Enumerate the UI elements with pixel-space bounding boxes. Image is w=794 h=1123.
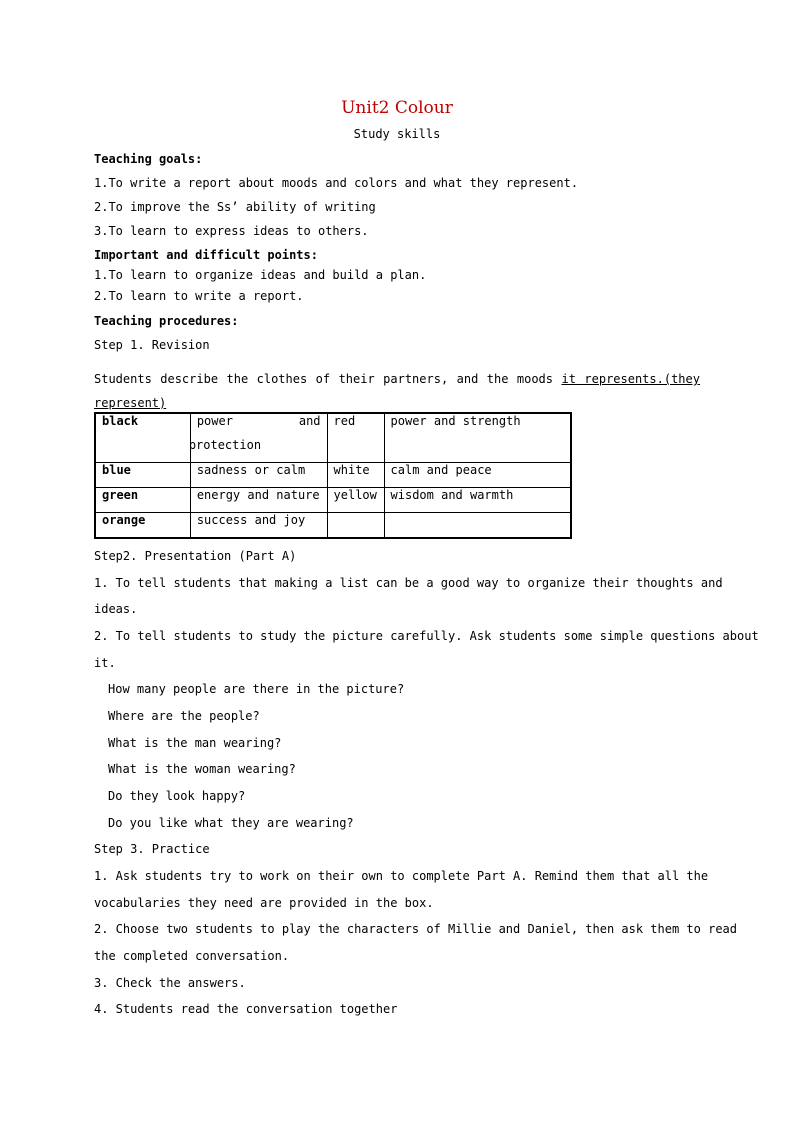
- points-heading: Important and difficult points:: [94, 248, 318, 262]
- table-cell: sadness or calm: [190, 463, 327, 488]
- table-cell: green: [95, 488, 190, 513]
- cell-text: and: [298, 414, 321, 428]
- table-cell: [384, 513, 571, 539]
- revision-underline: it represents.(they: [561, 372, 700, 386]
- goal-item: 3.To learn to express ideas to others.: [94, 224, 369, 238]
- table-cell: white: [327, 463, 384, 488]
- table-cell: yellow: [327, 488, 384, 513]
- question-item: What is the woman wearing?: [108, 762, 296, 776]
- table-cell: black: [95, 413, 190, 463]
- cell-text: power: [196, 414, 233, 428]
- procedures-heading: Teaching procedures:: [94, 314, 239, 328]
- step3-item: 1. Ask students try to work on their own to complete Part A. Remind them that all the: [94, 869, 709, 883]
- step1-heading: Step 1. Revision: [94, 338, 210, 352]
- step2-heading: Step2. Presentation (Part A): [94, 549, 297, 563]
- table-cell: [190, 413, 327, 463]
- step2-item: ideas.: [94, 602, 138, 616]
- table-cell: power and strength: [384, 413, 571, 463]
- step3-heading: Step 3. Practice: [94, 842, 210, 856]
- table-cell: success and joy: [190, 513, 327, 539]
- point-item: 1.To learn to organize ideas and build a plan.: [94, 268, 427, 282]
- table-row: [95, 413, 571, 463]
- step3-item: 3. Check the answers.: [94, 976, 246, 990]
- table-cell: orange: [95, 513, 190, 539]
- table-row: [95, 463, 571, 488]
- question-item: How many people are there in the picture?: [108, 682, 405, 696]
- question-item: Do you like what they are wearing?: [108, 816, 354, 830]
- table-row: [95, 488, 571, 513]
- revision-underline: represent): [94, 396, 167, 410]
- table-cell: [327, 513, 384, 539]
- table-cell: blue: [95, 463, 190, 488]
- table-cell: calm and peace: [384, 463, 571, 488]
- step3-item: 2. Choose two students to play the characters of Millie and Daniel, then ask them to read: [94, 922, 737, 936]
- question-item: Where are the people?: [108, 709, 260, 723]
- table-row: [95, 513, 571, 539]
- step2-item: 2. To tell students to study the picture carefully. Ask students some simple questions about: [94, 629, 759, 643]
- cell-text: protection: [188, 438, 262, 452]
- step2-item: it.: [94, 656, 116, 670]
- table-cell: wisdom and warmth: [384, 488, 571, 513]
- step3-item: vocabularies they need are provided in the box.: [94, 896, 434, 910]
- goal-item: 1.To write a report about moods and colors and what they represent.: [94, 176, 579, 190]
- page-subtitle: Study skills: [353, 127, 441, 141]
- mood-color-table: [94, 412, 572, 539]
- table-cell: red: [327, 413, 384, 463]
- question-item: Do they look happy?: [108, 789, 246, 803]
- revision-paragraph: [94, 372, 700, 410]
- page-title: Unit2 Colour: [341, 98, 453, 118]
- goals-heading: Teaching goals:: [94, 152, 203, 166]
- point-item: 2.To learn to write a report.: [94, 289, 304, 303]
- step3-item: 4. Students read the conversation together: [94, 1002, 398, 1016]
- step2-item: 1. To tell students that making a list can be a good way to organize their thoughts and: [94, 576, 723, 590]
- table-cell: energy and nature: [190, 488, 327, 513]
- question-item: What is the man wearing?: [108, 736, 282, 750]
- goal-item: 2.To improve the Ss’ ability of writing: [94, 200, 376, 214]
- step3-item: the completed conversation.: [94, 949, 290, 963]
- revision-text: Students describe the clothes of their partners, and the moods: [94, 372, 554, 386]
